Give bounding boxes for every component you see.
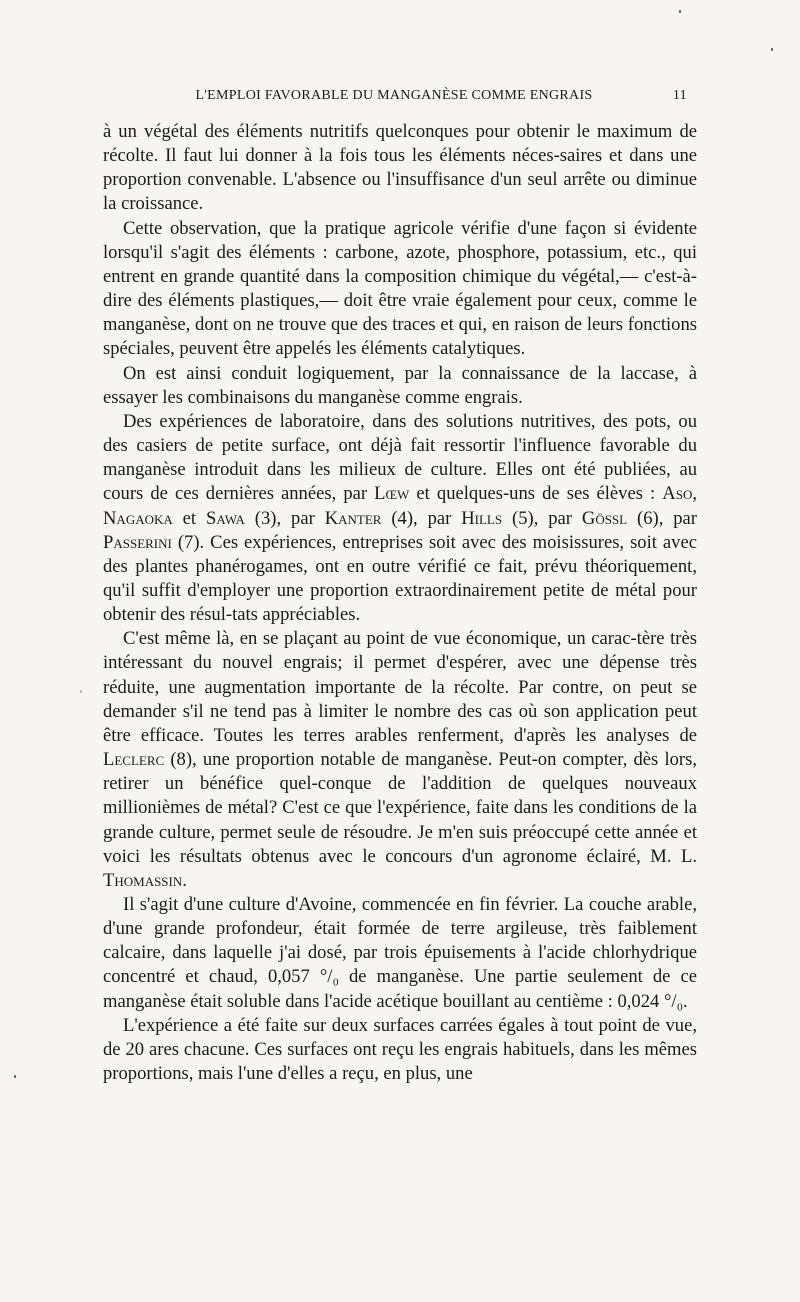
running-head: [103, 88, 685, 110]
page-number: 11: [672, 88, 687, 103]
author-name: Kanter: [324, 507, 382, 529]
paragraph: C'est même là, en se plaçant au point de vue économique, un carac-tère très intéressant du nouvel engrais; il permet d'espérer, avec une dépense très réduite, une augmentation importante de la récolte. Par contre, on peut se demander s'il ne tend pas à limiter le nombre des cas où son application peut être efficace. Toutes les terres arables renferment, d'après les analyses de Leclerc (8), une proportion notable de manganèse. Peut-on compter, dès lors, retirer un bénéfice quel-conque de l'addition de quelques nouveaux millionièmes de métal? C'est ce que l'expérience, faite dans les conditions de la grande culture, permet seule de résoudre. Je m'en suis préoccupé cette année et voici les résultats obtenus avec le concours d'un agronome éclairé, M. L. Thomassin.: [103, 628, 697, 891]
scan-speck: [80, 690, 82, 693]
author-name: Gössl: [581, 507, 628, 529]
paragraph: Il s'agit d'une culture d'Avoine, commencée en fin février. La couche arable, d'une grande profondeur, était formée de terre argileuse, très faiblement calcaire, dans laquelle j'ai dosé, par trois épuisements à l'acide chlorhydrique concentré et chaud, 0,057 °/₀ de manganèse. Une partie seulement de ce manganèse était soluble dans l'acide acétique bouillant au centième : 0,024 °/₀.: [103, 894, 697, 1012]
scan-speck: [14, 1075, 16, 1078]
author-name: Hills: [461, 507, 503, 529]
author-name: Aso: [662, 483, 693, 505]
running-title: L'EMPLOI FAVORABLE DU MANGANÈSE COMME ENGRAIS: [195, 88, 593, 103]
author-name: Passerini: [103, 531, 172, 553]
paragraph: On est ainsi conduit logiquement, par la connaissance de la laccase, à essayer les combinaisons du manganèse comme engrais.: [103, 362, 697, 408]
scan-speck: [771, 48, 773, 51]
author-name: Thomassin: [103, 869, 183, 891]
author-name: Sawa: [206, 507, 245, 529]
paragraph: Cette observation, que la pratique agricole vérifie d'une façon si évidente lorsqu'il s'agit des éléments : carbone, azote, phosphore, potassium, etc., qui entrent en grande quantité dans la composition chimique du végétal,— c'est-à-dire des éléments plastiques,— doit être vraie également pour ceux, comme le manganèse, dont on ne trouve que des traces et qui, en raison de leurs fonctions spéciales, peuvent être appelés les éléments catalytiques.: [103, 217, 697, 360]
author-name: Nagaoka: [103, 507, 173, 529]
paragraph: Des expériences de laboratoire, dans des solutions nutritives, des pots, ou des casiers de petite surface, ont déjà fait ressortir l'influence favorable du manganèse introduit dans les milieux de culture. Elles ont été publiées, au cours de ces dernières années, par Lœw et quelques-uns de ses élèves : Aso, Nagaoka et Sawa (3), par Kanter (4), par Hills (5), par Gössl (6), par Passerini (7). Ces expériences, entreprises soit avec des moisissures, soit avec des plantes phanérogames, ont en outre vérifié ce fait, prévu théoriquement, qu'il suffit d'employer une proportion extraordinairement petite de métal pour obtenir des résul-tats appréciables.: [103, 410, 697, 626]
paragraph: à un végétal des éléments nutritifs quelconques pour obtenir le maximum de récolte. Il faut lui donner à la fois tous les éléments néces-saires et dans une proportion convenable. L'absence ou l'insuffisance d'un seul arrête ou diminue la croissance.: [103, 121, 697, 215]
scan-speck: [679, 10, 681, 13]
author-name: Lœw: [374, 483, 410, 505]
body-text: [103, 120, 697, 1086]
paragraph: L'expérience a été faite sur deux surfaces carrées égales à tout point de vue, de 20 ares chacune. Ces surfaces ont reçu les engrais habituels, dans les mêmes proportions, mais l'une d'elles a reçu, en plus, une: [103, 1014, 697, 1085]
author-name: Leclerc: [103, 749, 165, 771]
